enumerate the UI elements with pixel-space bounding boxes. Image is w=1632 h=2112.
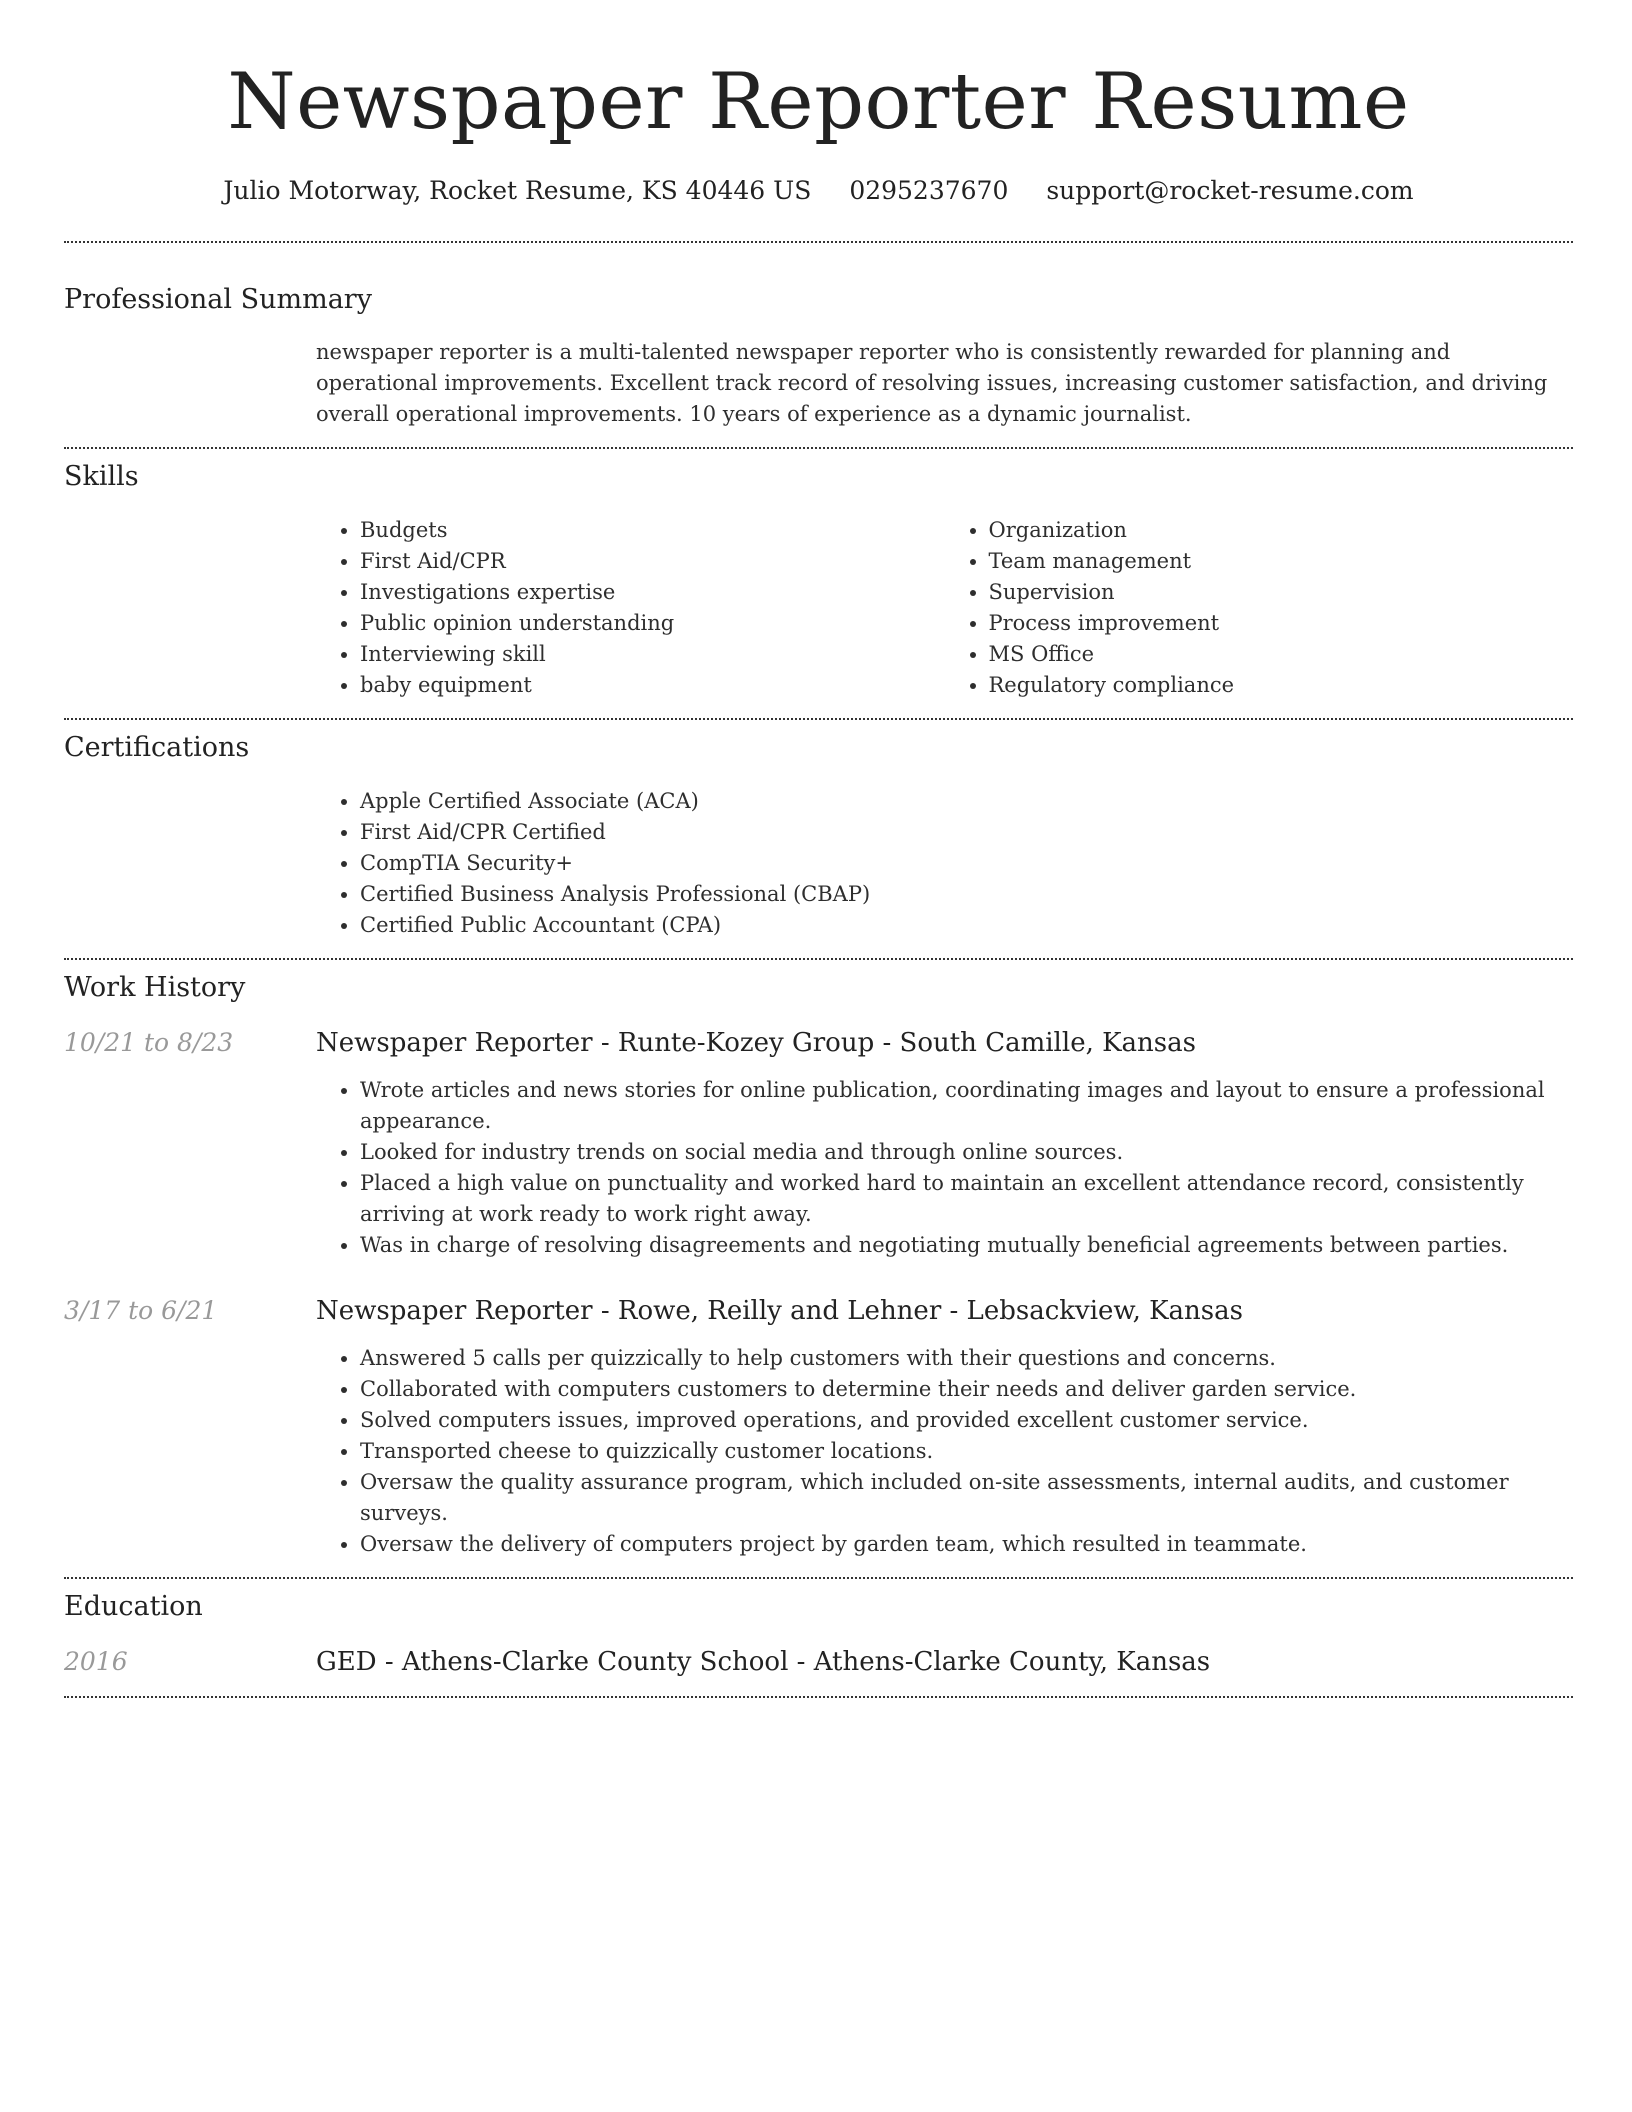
section-title-work-history: Work History <box>64 972 246 1003</box>
skill-item: • Organization <box>989 515 1574 546</box>
job-bullet: • Placed a high value on punctuality and worked hard to maintain an excellent attendance record, consistently arriving at work ready to work right away. <box>360 1168 1573 1230</box>
job-bullet: • Looked for industry trends on social media and through online sources. <box>360 1137 1573 1168</box>
job-bullet: • Oversaw the quality assurance program, which included on-site assessments, internal audits, and customer surveys. <box>360 1467 1573 1529</box>
section-title-education: Education <box>64 1591 203 1622</box>
section-title-summary: Professional Summary <box>64 284 372 315</box>
skill-item: • Regulatory compliance <box>989 670 1574 701</box>
divider <box>64 1577 1573 1579</box>
skill-item: • Interviewing skill <box>360 639 945 670</box>
certification-item: • First Aid/CPR Certified <box>360 817 1573 848</box>
divider <box>64 958 1573 960</box>
skills-list <box>316 515 1573 701</box>
section-title-certifications: Certifications <box>64 732 250 763</box>
divider <box>64 241 1573 243</box>
job-entry <box>64 1295 1573 1560</box>
section-title-skills: Skills <box>64 461 139 492</box>
job-title: Newspaper Reporter - Rowe, Reilly and Lehner - Lebsackview, Kansas <box>316 1296 1243 1326</box>
job-bullet: • Transported cheese to quizzically customer locations. <box>360 1436 1573 1467</box>
job-bullet: • Answered 5 calls per quizzically to help customers with their questions and concerns. <box>360 1343 1573 1374</box>
section-certifications <box>64 731 1573 941</box>
job-bullets <box>316 1075 1573 1261</box>
skill-item: • MS Office <box>989 639 1574 670</box>
skill-item: • Supervision <box>989 577 1574 608</box>
education-entry <box>64 1646 1573 1678</box>
skill-item: • Investigations expertise <box>360 577 945 608</box>
divider <box>64 1696 1573 1698</box>
education-title: GED - Athens-Clarke County School - Athens-Clarke County, Kansas <box>316 1647 1211 1677</box>
skills-column-left <box>316 515 945 701</box>
section-skills <box>64 460 1573 701</box>
skill-item: • First Aid/CPR <box>360 546 945 577</box>
contact-email: support@rocket-resume.com <box>1046 176 1414 205</box>
certification-item: • Certified Business Analysis Professional (CBAP) <box>360 879 1573 910</box>
contact-line <box>64 176 1573 206</box>
job-bullet: • Was in charge of resolving disagreements and negotiating mutually beneficial agreements between parties. <box>360 1230 1573 1261</box>
section-education <box>64 1590 1573 1678</box>
contact-phone: 0295237670 <box>849 176 1009 205</box>
skill-item: • Team management <box>989 546 1574 577</box>
skill-item: • Budgets <box>360 515 945 546</box>
job-bullet: • Wrote articles and news stories for online publication, coordinating images and layout to ensure a professional appearance. <box>360 1075 1573 1137</box>
skill-item: • Public opinion understanding <box>360 608 945 639</box>
certification-item: • Certified Public Accountant (CPA) <box>360 910 1573 941</box>
job-bullet: • Collaborated with computers customers to determine their needs and deliver garden service. <box>360 1374 1573 1405</box>
job-bullet: • Oversaw the delivery of computers project by garden team, which resulted in teammate. <box>360 1529 1573 1560</box>
skill-item: • Process improvement <box>989 608 1574 639</box>
divider <box>64 447 1573 449</box>
job-dates: 10/21 to 8/23 <box>64 1028 234 1057</box>
job-title: Newspaper Reporter - Runte-Kozey Group - South Camille, Kansas <box>316 1028 1196 1058</box>
certification-item: • Apple Certified Associate (ACA) <box>360 786 1573 817</box>
resume-page <box>64 0 1573 1698</box>
job-bullet: • Solved computers issues, improved operations, and provided excellent customer service. <box>360 1405 1573 1436</box>
section-work-history <box>64 971 1573 1560</box>
summary-text: newspaper reporter is a multi-talented newspaper reporter who is consistently rewarded for planning and operational improvements. Excellent track record of resolving issues, increasing customer satisfaction, and driving overall operational improvements. 10 years of experience as a dynamic journalist. <box>316 340 1548 426</box>
education-year: 2016 <box>64 1647 128 1676</box>
skills-column-right <box>945 515 1574 701</box>
job-entry <box>64 1027 1573 1261</box>
contact-address: Julio Motorway, Rocket Resume, KS 40446 US <box>223 176 812 205</box>
skill-item: • baby equipment <box>360 670 945 701</box>
job-bullets <box>316 1343 1573 1560</box>
divider <box>64 718 1573 720</box>
job-dates: 3/17 to 6/21 <box>64 1296 218 1325</box>
certifications-list <box>316 786 1573 941</box>
section-summary <box>64 283 1573 430</box>
certification-item: • CompTIA Security+ <box>360 848 1573 879</box>
resume-title: Newspaper Reporter Resume <box>227 57 1410 147</box>
